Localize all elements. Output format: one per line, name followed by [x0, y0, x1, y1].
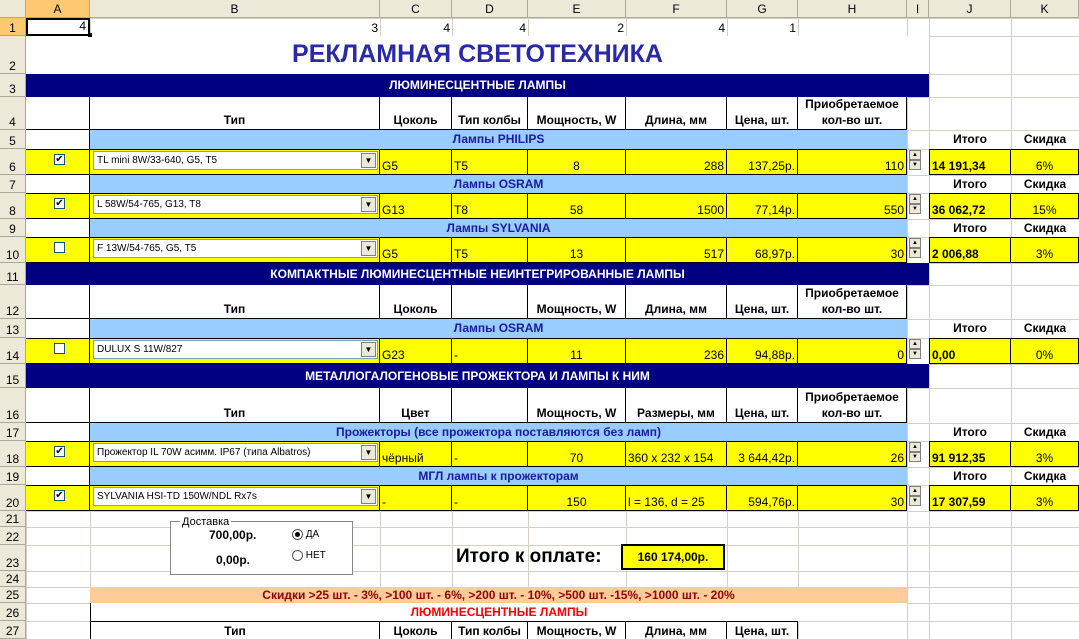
header-empty: [26, 388, 90, 423]
delivery-price-no: 0,00р.: [216, 553, 251, 567]
total-value: 36 062,72: [929, 193, 1011, 219]
row-header-3[interactable]: 3: [0, 74, 26, 97]
discount-label: Скидка: [1023, 321, 1067, 335]
header-type: Тип: [90, 621, 380, 639]
include-checkbox[interactable]: ✔: [55, 446, 64, 457]
cell-f1: 4: [718, 21, 725, 35]
price-value: 3 644,42р.: [727, 441, 798, 467]
bulb-value: T5: [452, 149, 528, 175]
header-power: Мощность, W: [528, 388, 626, 423]
section-compact-fluorescent: КОМПАКТНЫЕ ЛЮМИНЕСЦЕНТНЫЕ НЕИНТЕГРИРОВАННЫЕ ЛАМПЫ: [26, 263, 929, 285]
radio-label: НЕТ: [305, 550, 326, 562]
delivery-no-radio[interactable]: [292, 550, 326, 561]
header-quantity: Приобретаемое кол-во шт.: [798, 285, 907, 319]
type-dropdown[interactable]: [93, 239, 378, 258]
quantity-value[interactable]: 550: [798, 193, 907, 219]
radio-off-icon[interactable]: [292, 550, 303, 561]
header-type: Тип: [90, 97, 380, 130]
delivery-legend: Доставка: [182, 516, 230, 528]
grid-line: [26, 511, 1079, 512]
chevron-down-icon[interactable]: ▼: [361, 489, 376, 504]
header-length: Длина, мм: [626, 97, 727, 130]
grand-total-value: 160 174,00р.: [621, 544, 725, 570]
cell-e1: 2: [617, 21, 624, 35]
column-header-f[interactable]: F: [626, 0, 727, 18]
discounts-note: Скидки >25 шт. - 3%, >100 шт. - 6%, >200 шт. - 10%, >500 шт. -15%, >1000 шт. - 20%: [90, 587, 907, 603]
power-value: 8: [528, 149, 626, 175]
header-length: Длина, мм: [626, 285, 727, 319]
row-header-11[interactable]: 11: [0, 263, 26, 285]
quantity-value[interactable]: 30: [798, 237, 907, 263]
radio-label: ДА: [305, 529, 320, 541]
group-spacer: [26, 219, 90, 237]
quantity-spinner[interactable]: [909, 339, 921, 360]
column-header-j[interactable]: J: [929, 0, 1011, 18]
header-empty: [26, 285, 90, 319]
header-type: Тип: [90, 388, 380, 423]
type-dropdown-value: DULUX S 11W/827: [97, 344, 183, 355]
row-header-9[interactable]: 9: [0, 219, 26, 237]
price-value: 94,88р.: [727, 338, 798, 364]
header-color: Цвет: [380, 388, 452, 423]
length-value: l = 136, d = 25: [626, 485, 727, 511]
column-header-b[interactable]: B: [90, 0, 380, 18]
total-value: 2 006,88: [929, 237, 1011, 263]
section-fluorescent-lamps: ЛЮМИНЕСЦЕНТНЫЕ ЛАМПЫ: [26, 74, 929, 97]
discount-value: 0%: [1011, 338, 1079, 364]
total-label: Итого: [953, 321, 987, 335]
row-header-1[interactable]: 1: [0, 18, 26, 36]
column-header-a[interactable]: A: [26, 0, 90, 18]
section-metal-halide: МЕТАЛЛОГАЛОГЕНОВЫЕ ПРОЖЕКТОРА И ЛАМПЫ К НИМ: [26, 364, 929, 388]
row-header-21[interactable]: 21: [0, 511, 26, 527]
type-dropdown[interactable]: [93, 195, 378, 214]
header-type: Тип: [90, 285, 380, 319]
length-value: 517: [626, 237, 727, 263]
header-power: Мощность, W: [528, 621, 626, 639]
discount-value: 3%: [1011, 237, 1079, 263]
header-size: Размеры, мм: [626, 388, 727, 423]
row-header-7[interactable]: 7: [0, 175, 26, 193]
bulb-value: -: [452, 485, 528, 511]
bulb-value: -: [452, 441, 528, 467]
row-header-22[interactable]: 22: [0, 527, 26, 545]
quantity-spinner[interactable]: [909, 486, 921, 507]
length-value: 288: [626, 149, 727, 175]
total-value: 17 307,59: [929, 485, 1011, 511]
price-value: 594,76р.: [727, 485, 798, 511]
group-spacer: [26, 423, 90, 441]
discount-label: Скидка: [1023, 468, 1067, 483]
total-label: Итого: [953, 220, 987, 235]
row-header-15[interactable]: 15: [0, 364, 26, 388]
type-dropdown-value: F 13W/54-765, G5, T5: [97, 243, 197, 254]
chevron-down-icon[interactable]: ▼: [361, 153, 376, 168]
header-empty: [452, 285, 528, 319]
header-power: Мощность, W: [528, 97, 626, 130]
quantity-value[interactable]: 0: [798, 338, 907, 364]
page-title: РЕКЛАМНАЯ СВЕТОТЕХНИКА: [26, 36, 929, 74]
type-dropdown[interactable]: [93, 443, 378, 462]
discount-value: 3%: [1011, 485, 1079, 511]
column-header-c[interactable]: C: [380, 0, 452, 18]
row-header-13[interactable]: 13: [0, 319, 26, 338]
chevron-down-icon[interactable]: ▼: [361, 241, 376, 256]
spin-down-icon[interactable]: ▼: [909, 204, 921, 214]
row-header-12[interactable]: 12: [0, 285, 26, 319]
header-price: Цена, шт.: [727, 285, 798, 319]
include-checkbox[interactable]: [54, 242, 65, 253]
type-dropdown[interactable]: [93, 151, 378, 170]
header-power: Мощность, W: [528, 285, 626, 319]
spin-up-icon[interactable]: ▲: [909, 486, 921, 496]
row-header-14[interactable]: 14: [0, 338, 26, 364]
group-spacer: [26, 130, 90, 149]
spin-up-icon[interactable]: ▲: [909, 442, 921, 452]
row-header-25[interactable]: 25: [0, 587, 26, 603]
row-header-20[interactable]: 20: [0, 485, 26, 511]
type-dropdown-value: TL mini 8W/33-640, G5, T5: [97, 155, 218, 166]
socket-value: G23: [380, 338, 452, 364]
cell-a1[interactable]: 4: [26, 18, 90, 36]
cell-g1: 1: [789, 21, 796, 35]
section-fluorescent-lamps-2: ЛЮМИНЕСЦЕНТНЫЕ ЛАМПЫ: [90, 603, 907, 621]
row-header-18[interactable]: 18: [0, 441, 26, 467]
discount-value: 15%: [1011, 193, 1079, 219]
include-checkbox[interactable]: ✔: [55, 154, 64, 165]
header-quantity: Приобретаемое кол-во шт.: [798, 388, 907, 423]
group-projectors: Прожекторы (все прожектора поставляются без ламп): [90, 423, 907, 441]
total-label: Итого: [953, 176, 987, 191]
length-value: 236: [626, 338, 727, 364]
total-value: 0,00: [929, 338, 1011, 364]
price-value: 77,14р.: [727, 193, 798, 219]
column-header-g[interactable]: G: [727, 0, 798, 18]
discount-label: Скидка: [1023, 132, 1067, 146]
total-label: Итого: [953, 132, 987, 146]
header-socket: Цоколь: [380, 97, 452, 130]
power-value: 58: [528, 193, 626, 219]
delivery-price-yes: 700,00р.: [209, 528, 257, 542]
length-value: 360 x 232 x 154: [626, 441, 727, 467]
quantity-spinner[interactable]: [909, 150, 921, 171]
chevron-down-icon[interactable]: ▼: [361, 342, 376, 357]
header-bulb-type: Тип колбы: [452, 97, 528, 130]
column-header-k[interactable]: K: [1011, 0, 1079, 18]
total-value: 91 912,35: [929, 441, 1011, 467]
delivery-yes-radio[interactable]: [292, 529, 319, 540]
header-empty: [26, 97, 90, 130]
spin-down-icon[interactable]: ▼: [909, 160, 921, 170]
type-dropdown-value: Прожектор IL 70W асимм. IP67 (типа Albatros): [97, 447, 311, 458]
cell-c1: 4: [443, 21, 450, 35]
header-quantity: Приобретаемое кол-во шт.: [798, 97, 907, 130]
spin-up-icon[interactable]: ▲: [909, 194, 921, 204]
price-value: 68,97р.: [727, 237, 798, 263]
select-all-corner[interactable]: [0, 0, 26, 18]
spin-up-icon[interactable]: ▲: [909, 150, 921, 160]
power-value: 150: [528, 485, 626, 511]
radio-on-icon[interactable]: [292, 529, 303, 540]
discount-value: 3%: [1011, 441, 1079, 467]
quantity-spinner[interactable]: [909, 238, 921, 259]
quantity-value[interactable]: 26: [798, 441, 907, 467]
bulb-value: -: [452, 338, 528, 364]
quantity-spinner[interactable]: [909, 194, 921, 215]
chevron-down-icon[interactable]: ▼: [361, 445, 376, 460]
length-value: 1500: [626, 193, 727, 219]
row-header-2[interactable]: 2: [0, 36, 26, 74]
price-value: 137,25р.: [727, 149, 798, 175]
type-dropdown-value: SYLVANIA HSI-TD 150W/NDL Rx7s: [97, 491, 257, 502]
spin-up-icon[interactable]: ▲: [909, 339, 921, 349]
row-header-8[interactable]: 8: [0, 193, 26, 219]
discount-label: Скидка: [1023, 424, 1067, 439]
type-dropdown-value: L 58W/54-765, G13, T8: [97, 199, 201, 210]
socket-value: чёрный: [380, 441, 452, 467]
row-header-5[interactable]: 5: [0, 130, 26, 149]
include-checkbox[interactable]: ✔: [55, 198, 64, 209]
row-header-23[interactable]: 23: [0, 545, 26, 571]
group-spacer: [26, 467, 90, 485]
row-header-24[interactable]: 24: [0, 571, 26, 587]
spin-down-icon[interactable]: ▼: [909, 349, 921, 359]
socket-value: G5: [380, 149, 452, 175]
header-length: Длина, мм: [626, 621, 727, 639]
group-mgl-lamps: МГЛ лампы к прожекторам: [90, 467, 907, 485]
delivery-group: [170, 521, 353, 575]
total-label: Итого: [953, 424, 987, 439]
group-spacer: [26, 319, 90, 338]
header-price: Цена, шт.: [727, 97, 798, 130]
row-header-26[interactable]: 26: [0, 603, 26, 621]
power-value: 70: [528, 441, 626, 467]
socket-value: -: [380, 485, 452, 511]
column-header-i[interactable]: I: [907, 0, 929, 18]
spin-down-icon[interactable]: ▼: [909, 248, 921, 258]
row-header-19[interactable]: 19: [0, 467, 26, 485]
column-header-e[interactable]: E: [528, 0, 626, 18]
column-header-d[interactable]: D: [452, 0, 528, 18]
header-price: Цена, шт.: [727, 388, 798, 423]
bulb-value: T5: [452, 237, 528, 263]
header-price: Цена, шт.: [727, 621, 798, 639]
group-philips: Лампы PHILIPS: [90, 130, 907, 149]
quantity-value[interactable]: 110: [798, 149, 907, 175]
power-value: 13: [528, 237, 626, 263]
discount-label: Скидка: [1023, 176, 1067, 191]
socket-value: G5: [380, 237, 452, 263]
total-value: 14 191,34: [929, 149, 1011, 175]
header-socket: Цоколь: [380, 621, 452, 639]
row-header-27[interactable]: 27: [0, 621, 26, 639]
row-header-17[interactable]: 17: [0, 423, 26, 441]
type-dropdown[interactable]: [93, 340, 378, 359]
fill-handle[interactable]: [88, 33, 92, 37]
row-header-4[interactable]: 4: [0, 97, 26, 130]
header-socket: Цоколь: [380, 285, 452, 319]
discount-value: 6%: [1011, 149, 1079, 175]
group-sylvania: Лампы SYLVANIA: [90, 219, 907, 237]
quantity-spinner[interactable]: [909, 442, 921, 463]
include-checkbox[interactable]: [54, 343, 65, 354]
cell-d1: 4: [519, 21, 526, 35]
socket-value: G13: [380, 193, 452, 219]
header-bulb-type: Тип колбы: [452, 621, 528, 639]
header-empty: [452, 388, 528, 423]
row-header-6[interactable]: 6: [0, 149, 26, 175]
type-dropdown[interactable]: [93, 487, 378, 506]
discount-label: Скидка: [1023, 220, 1067, 235]
cell-b1: 3: [371, 21, 378, 35]
group-spacer: [26, 175, 90, 193]
quantity-value[interactable]: 30: [798, 485, 907, 511]
chevron-down-icon[interactable]: ▼: [361, 197, 376, 212]
spin-down-icon[interactable]: ▼: [909, 452, 921, 462]
spin-up-icon[interactable]: ▲: [909, 238, 921, 248]
power-value: 11: [528, 338, 626, 364]
row-header-10[interactable]: 10: [0, 237, 26, 263]
group-osram: Лампы OSRAM: [90, 175, 907, 193]
bulb-value: T8: [452, 193, 528, 219]
spin-down-icon[interactable]: ▼: [909, 496, 921, 506]
total-label: Итого: [953, 468, 987, 483]
column-header-h[interactable]: H: [798, 0, 907, 18]
group-osram-compact: Лампы OSRAM: [90, 319, 907, 338]
row-header-16[interactable]: 16: [0, 388, 26, 423]
grand-total-label: Итого к оплате:: [456, 546, 602, 567]
include-checkbox[interactable]: ✔: [55, 490, 64, 501]
